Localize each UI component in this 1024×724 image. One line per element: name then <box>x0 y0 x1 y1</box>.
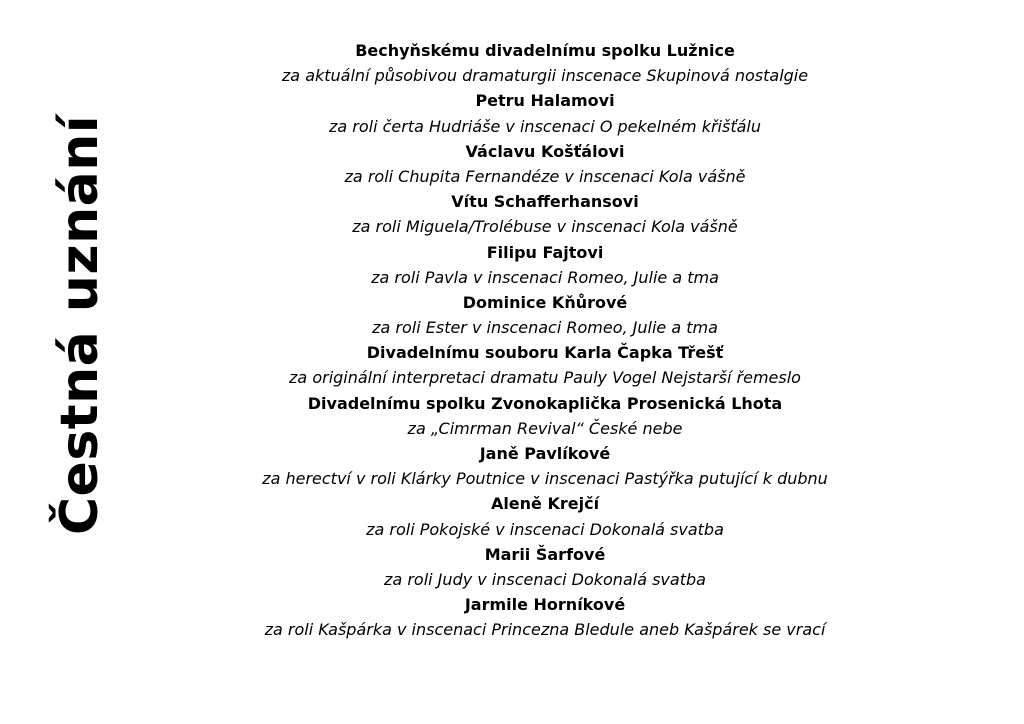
award-entry <box>220 391 870 441</box>
award-reason: za roli Pokojské v inscenaci Dokonalá svatba <box>366 519 724 539</box>
award-recipient: Aleně Krejčí <box>490 494 600 514</box>
award-recipient: Vítu Schafferhansovi <box>451 192 639 212</box>
award-entry <box>220 592 870 642</box>
award-reason: za roli Chupita Fernandéze v inscenaci Kola vášně <box>344 166 746 186</box>
award-entry <box>220 491 870 541</box>
award-entry <box>220 38 870 88</box>
award-recipient: Divadelnímu spolku Zvonokaplička Prosenická Lhota <box>307 393 783 413</box>
title-container <box>40 90 120 560</box>
award-reason: za „Cimrman Revival“ České nebe <box>407 418 683 438</box>
award-entry <box>220 290 870 340</box>
award-recipient: Bechyňskému divadelnímu spolku Lužnice <box>355 41 735 60</box>
awards-list <box>220 38 870 643</box>
award-reason: za roli Ester v inscenaci Romeo, Julie a tma <box>372 318 718 338</box>
award-reason: za roli Judy v inscenaci Dokonalá svatba <box>384 569 706 589</box>
award-entry <box>220 441 870 491</box>
award-recipient: Dominice Kňůrové <box>462 292 628 312</box>
award-recipient: Filipu Fajtovi <box>486 242 604 262</box>
award-entry <box>220 88 870 138</box>
award-reason: za roli Miguela/Trolébuse v inscenaci Kola vášně <box>352 217 738 237</box>
award-entry <box>220 240 870 290</box>
award-entry <box>220 139 870 189</box>
award-entry <box>220 189 870 239</box>
award-recipient: Václavu Košťálovi <box>465 141 625 161</box>
award-recipient: Jarmile Horníkové <box>464 595 626 615</box>
award-entry <box>220 542 870 592</box>
award-reason: za roli Pavla v inscenaci Romeo, Julie a tma <box>371 267 719 287</box>
award-reason: za originální interpretaci dramatu Pauly Vogel Nejstarší řemeslo <box>289 368 801 388</box>
award-entry <box>220 340 870 390</box>
award-recipient: Marii Šarfové <box>484 544 606 564</box>
award-recipient: Divadelnímu souboru Karla Čapka Třešť <box>366 343 724 363</box>
award-recipient: Janě Pavlíkové <box>479 444 611 463</box>
award-recipient: Petru Halamovi <box>475 91 615 111</box>
award-reason: za roli Kašpárka v inscenaci Princezna Bledule aneb Kašpárek se vrací <box>264 620 826 640</box>
award-reason: za aktuální působivou dramaturgii inscenace Skupinová nostalgie <box>281 66 809 86</box>
award-reason: za roli čerta Hudriáše v inscenaci O pekelném křišťálu <box>328 116 761 136</box>
page-title: Čestná uznání <box>50 114 110 536</box>
award-reason: za herectví v roli Klárky Poutnice v inscenaci Pastýřka putující k dubnu <box>262 469 828 489</box>
